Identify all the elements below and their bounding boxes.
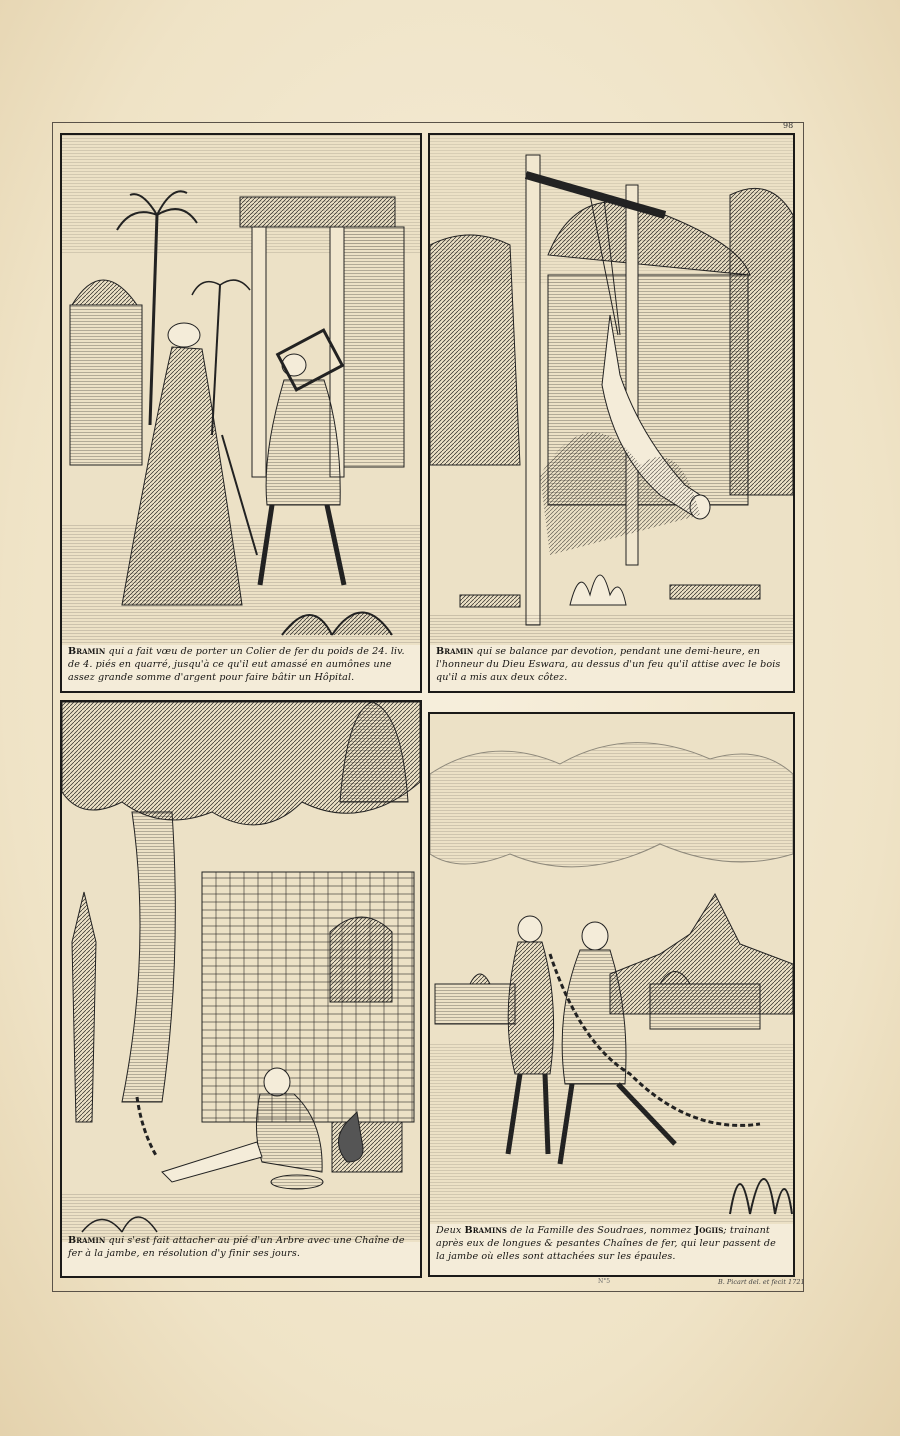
caption-pre: Deux bbox=[436, 1225, 462, 1236]
scene-chained-bramin bbox=[62, 702, 420, 1242]
caption-text: ; trainant après eux de longues & pesantes Chaînes de fer, qui leur passent de la jambe où elles sont attachées sur les épaules. bbox=[436, 1225, 776, 1262]
caption-panel-1 bbox=[68, 645, 414, 684]
engraving-panel-jogiis bbox=[428, 712, 795, 1277]
engraver-signature: B. Picart del. et fecit 1721 bbox=[718, 1278, 805, 1286]
caption-panel-4 bbox=[436, 1224, 787, 1263]
caption-text: qui s'est fait attacher au pié d'un Arbre avec une Chaîne de fer à la jambe, en résolution d'y finir ses jours. bbox=[68, 1235, 405, 1259]
caption-panel-2 bbox=[436, 645, 787, 684]
engraving-panel-swinging bbox=[428, 133, 795, 693]
plate-mark: N°5 bbox=[598, 1278, 611, 1285]
caption-panel-3 bbox=[68, 1234, 414, 1260]
caption-lead: Bramins bbox=[464, 1225, 508, 1236]
scene-two-bramins-chains bbox=[430, 714, 793, 1224]
caption-mid: de la Famille des Soudraes, nommez bbox=[510, 1225, 692, 1236]
engraving-panel-chained-tree bbox=[60, 700, 422, 1278]
caption-text: qui a fait vœu de porter un Colier de fer du poids de 24. liv. de 4. piés en quarré, jusqu'à ce qu'il eut amassé en aumônes une assez grande somme d'argent pour faire bâtir un Hôpital. bbox=[68, 646, 405, 683]
caption-lead: Bramin bbox=[68, 646, 106, 657]
scene-swinging-bramin bbox=[430, 135, 793, 645]
scene-collar-bramin bbox=[62, 135, 420, 645]
plate-number: 98 bbox=[783, 121, 794, 130]
caption-lead: Bramin bbox=[436, 646, 474, 657]
caption-text: qui se balance par devotion, pendant une demi-heure, en l'honneur du Dieu Eswara, au dessus d'un feu qu'il attise avec le bois qu'il a mis aux deux côtez. bbox=[436, 646, 781, 683]
engraving-panel-collar bbox=[60, 133, 422, 693]
caption-lead-2: Jogiis bbox=[694, 1225, 724, 1236]
caption-lead: Bramin bbox=[68, 1235, 106, 1246]
